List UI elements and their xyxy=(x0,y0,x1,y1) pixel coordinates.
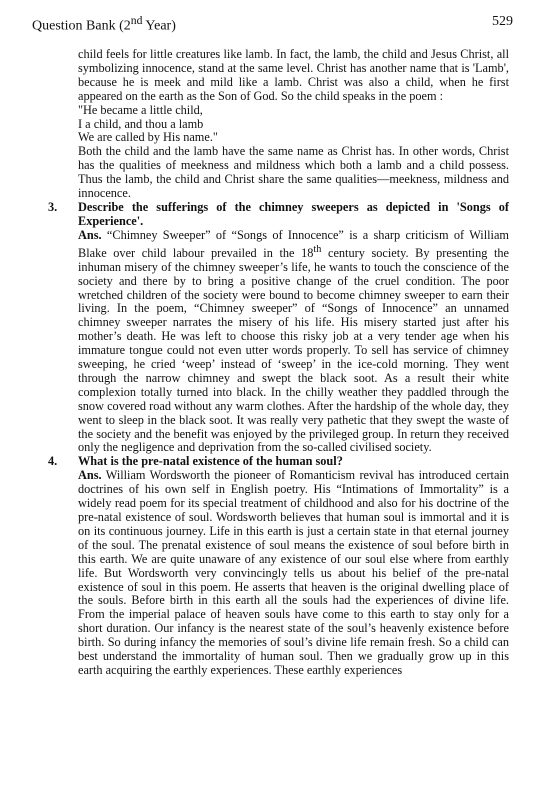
question-text: What is the pre-natal existence of the human soul? xyxy=(78,454,343,469)
verse-line: I a child, and thou a lamb xyxy=(78,116,204,131)
question-4 xyxy=(48,455,509,469)
question-text: Describe the sufferings of the chimney sweepers as depicted in 'Songs of Experience'. xyxy=(78,199,509,228)
page-number: 529 xyxy=(492,14,513,29)
verse-line: "He became a little child, xyxy=(78,102,203,117)
answer-label: Ans. xyxy=(78,468,102,483)
continuation-block xyxy=(48,48,509,201)
answer-label: Ans. xyxy=(78,227,102,242)
verse-line: We are called by His name." xyxy=(78,130,218,145)
answer-4: Ans. William Wordsworth the pioneer of Romanticism revival has introduced certain doctrines of his own self in English poetry. His “Intimations of Immortality” is a widely read poem for its special treatment of childhood and also for his doctrine of the pre-natal existence of soul. Wordsworth believes that human soul is immortal and it is on its continuous journey. Life in this earth is just a certain state in that eternal journey of the soul. The prenatal existence of soul means the existence of soul before birth in this earth. We are quite unaware of any existence of our soul else where from earthly life. But Wordsworth very convincingly tells us about his belief of the pre-natal existence of soul in this poem. He asserts that heaven is the original dwelling place of the souls. Before birth in this earth all the souls had the experiences of divine life. From the imperial palace of heaven souls have come to this earth to stay only for a short duration. Our infancy is the nearest state of the soul’s heavenly existence before birth. So during infancy the memories of soul’s divine life remain fresh. So a child can best understand the immortality of human soul. Then we gradually grow up in this earth acquiring the earthly experiences. These earthly experiences xyxy=(78,468,509,677)
paragraph: Both the child and the lamb have the same name as Christ has. In other words, Christ has the qualities of meekness and mildness which both a lamb and a child possess. Thus the lamb, the child and Christ share the same qualities—meekness, mildness and innocence. xyxy=(78,144,509,201)
question-3 xyxy=(48,201,509,229)
question-number: 4. xyxy=(48,454,58,469)
paragraph: child feels for little creatures like lamb. In fact, the lamb, the child and Jesus Christ, all symbolizing innocence, stand at the same level. Christ has another name that is 'Lamb', because he is meek and mild like a lamb. Christ was also a child, when he first appeared on the earth as the Son of God. So the child speaks in the poem : xyxy=(78,47,509,103)
question-number: 3. xyxy=(48,199,58,214)
running-title: Question Bank (2nd Year) xyxy=(32,14,176,34)
answer-3: Ans. “Chimney Sweeper” of “Songs of Innocence” is a sharp criticism of William Blake over child labour prevailed in the 18th century society. By presenting the inhuman misery of the chimney sweeper’s life, he wants to touch the conscience of the society and there by to bring a positive change of the cruel condition. The poor wretched children of the society were bound to become chimney sweeper to earn their living. In the poem, “Chimney sweeper” of “Songs of Innocence” an unnamed chimney sweeper narrates the misery of his life. His misery started just after his mother’s death. He was left to choose this risky job at a very tender age when his immature tongue could not even utter words properly. To sell has service of chimney sweeping, he cried ‘weep’ instead of ‘sweep’ in the ice-cold morning. They went through the narrow chimney and swept the black soot. As a result their white complexion totally turned into black. In the chilly weather they paddled through the snow covered road without any warm clothes. After the hardship of the whole day, they went to sleep in the black soot. It was really very pathetic that they swept the waste of the society and the benefit was enjoyed by the privileged group. In return they received only the negligence and deprivation from the so-called civilised society. xyxy=(78,227,509,455)
poem-quote xyxy=(78,104,509,146)
page-header xyxy=(32,14,513,38)
page-body xyxy=(48,48,509,678)
